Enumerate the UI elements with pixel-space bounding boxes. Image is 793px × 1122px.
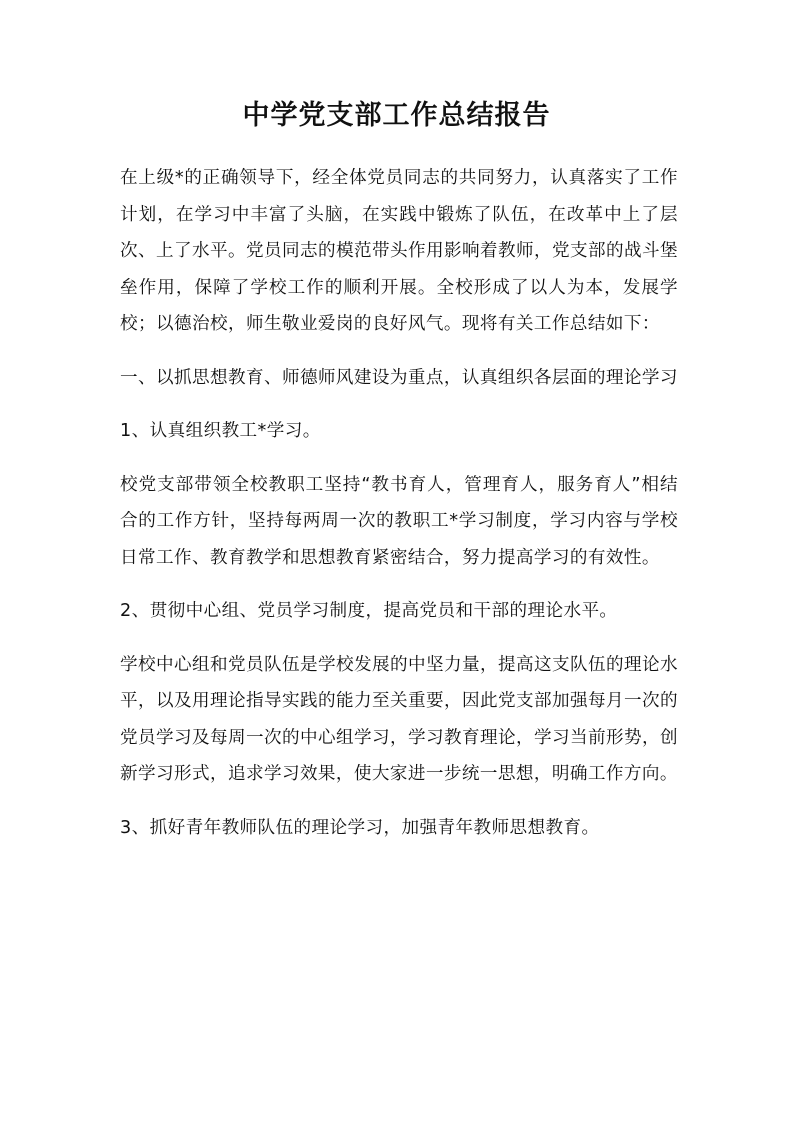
- subheading-3: 3、抓好青年教师队伍的理论学习，加强青年教师思想教育。: [120, 817, 600, 838]
- document-body: [120, 160, 678, 863]
- paragraph-1: 校党支部带领全校教职工坚持“教书育人，管理育人，服务育人”相结合的工作方针，坚持每两周一次的教职工*学习制度，学习内容与学校日常工作、教育教学和思想教育紧密结合，努力提高学习的有效性。: [120, 474, 678, 568]
- subheading-2: 2、贯彻中心组、党员学习制度，提高党员和干部的理论水平。: [120, 601, 618, 621]
- section-heading-1: 一、以抓思想教育、师德师风建设为重点，认真组织各层面的理论学习: [120, 367, 678, 388]
- paragraph-2: 学校中心组和党员队伍是学校发展的中坚力量，提高这支队伍的理论水平，以及用理论指导实践的能力至关重要，因此党支部加强每月一次的党员学习及每周一次的中心组学习，学习教育理论，学习当前形势，创新学习形式，追求学习效果，使大家进一步统一思想，明确工作方向。: [120, 654, 678, 784]
- document-title: 中学党支部工作总结报告: [242, 100, 551, 131]
- subheading-1: 1、认真组织教工*学习。: [120, 421, 321, 441]
- paragraph-intro: 在上级*的正确领导下，经全体党员同志的共同努力，认真落实了工作计划，在学习中丰富了头脑，在实践中锻炼了队伍，在改革中上了层次、上了水平。党员同志的模范带头作用影响着教师，党支部的战斗堡垒作用，保障了学校工作的顺利开展。全校形成了以人为本，发展学校；以德治校，师生敬业爱岗的良好风气。现将有关工作总结如下：: [120, 168, 678, 334]
